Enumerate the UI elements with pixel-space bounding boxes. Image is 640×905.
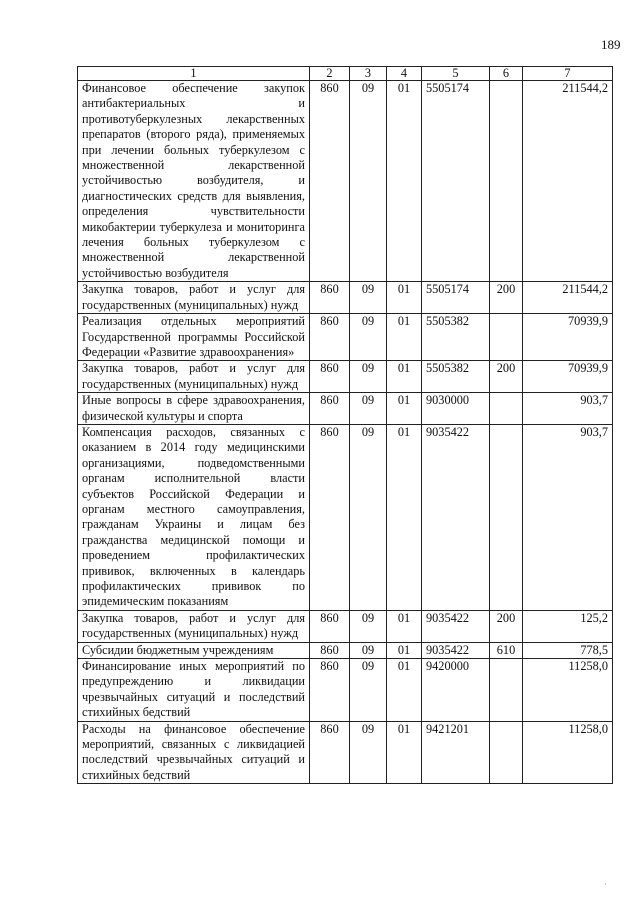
row-subsection: 01 (387, 424, 422, 610)
row-amount: 70939,9 (523, 361, 613, 393)
row-ministry: 860 (310, 81, 350, 282)
table-row (78, 393, 613, 425)
row-subsection: 01 (387, 282, 422, 314)
table-row (78, 424, 613, 610)
table-row (78, 642, 613, 658)
header-col-4: 4 (387, 67, 422, 81)
row-section: 09 (350, 361, 387, 393)
row-section: 09 (350, 642, 387, 658)
row-ministry: 860 (310, 361, 350, 393)
row-type: 200 (490, 282, 523, 314)
row-type (490, 81, 523, 282)
row-ministry: 860 (310, 642, 350, 658)
row-target: 9035422 (422, 642, 490, 658)
row-type (490, 393, 523, 425)
row-name: Реализация отдельных мероприятий Государственной программы Российской Федерации «Развитие здравоохранения» (78, 314, 310, 361)
row-type: 200 (490, 361, 523, 393)
table-row (78, 361, 613, 393)
table-row (78, 610, 613, 642)
row-target: 9420000 (422, 659, 490, 722)
row-section: 09 (350, 282, 387, 314)
row-name: Расходы на финансовое обеспечение мероприятий, связанных с ликвидацией последствий чрезвычайных ситуаций и стихийных бедствий (78, 721, 310, 784)
table-row (78, 314, 613, 361)
row-name: Финансирование иных мероприятий по предупреждению и ликвидации чрезвычайных ситуаций и последствий стихийных бедствий (78, 659, 310, 722)
row-section: 09 (350, 81, 387, 282)
row-target: 9035422 (422, 610, 490, 642)
header-col-7: 7 (523, 67, 613, 81)
row-subsection: 01 (387, 361, 422, 393)
row-type (490, 314, 523, 361)
row-target: 5505174 (422, 282, 490, 314)
row-type (490, 424, 523, 610)
row-section: 09 (350, 659, 387, 722)
row-subsection: 01 (387, 393, 422, 425)
row-name: Закупка товаров, работ и услуг для государственных (муниципальных) нужд (78, 361, 310, 393)
row-name: Компенсация расходов, связанных с оказанием в 2014 году медицинскими организациями, подведомственными органам исполнительной власти субъектов Российской Федерации и органам местного самоуправления, гражданам Украины и лицам без гражданства медицинской помощи и проведением профилактических прививок, включенных в календарь профилактических прививок по эпидемическим показаниям (78, 424, 310, 610)
row-ministry: 860 (310, 659, 350, 722)
row-amount: 125,2 (523, 610, 613, 642)
row-ministry: 860 (310, 393, 350, 425)
row-type (490, 721, 523, 784)
row-section: 09 (350, 314, 387, 361)
row-amount: 903,7 (523, 393, 613, 425)
row-subsection: 01 (387, 610, 422, 642)
row-target: 5505382 (422, 314, 490, 361)
row-section: 09 (350, 424, 387, 610)
row-name: Иные вопросы в сфере здравоохранения, физической культуры и спорта (78, 393, 310, 425)
row-subsection: 01 (387, 314, 422, 361)
row-target: 5505382 (422, 361, 490, 393)
row-ministry: 860 (310, 721, 350, 784)
row-amount: 778,5 (523, 642, 613, 658)
row-ministry: 860 (310, 424, 350, 610)
row-amount: 70939,9 (523, 314, 613, 361)
row-subsection: 01 (387, 721, 422, 784)
row-subsection: 01 (387, 659, 422, 722)
table-row (78, 721, 613, 784)
row-amount: 211544,2 (523, 81, 613, 282)
row-ministry: 860 (310, 314, 350, 361)
table-row (78, 282, 613, 314)
header-col-3: 3 (350, 67, 387, 81)
header-col-5: 5 (422, 67, 490, 81)
page-number: 189 (601, 37, 621, 52)
header-col-2: 2 (310, 67, 350, 81)
row-name: Финансовое обеспечение закупок антибактериальных и противотуберкулезных лекарственных препаратов (второго ряда), применяемых при лечении больных туберкулезом с множественной лекарственной устойчивостью возбудителя, и диагностических средств для выявления, определения чувствительности микобактерии туберкулеза и мониторинга лечения больных туберкулезом с множественной лекарственной устойчивостью возбудителя (78, 81, 310, 282)
row-target: 5505174 (422, 81, 490, 282)
row-amount: 11258,0 (523, 721, 613, 784)
budget-table (77, 66, 613, 784)
row-amount: 903,7 (523, 424, 613, 610)
row-target: 9030000 (422, 393, 490, 425)
row-ministry: 860 (310, 282, 350, 314)
row-name: Закупка товаров, работ и услуг для государственных (муниципальных) нужд (78, 610, 310, 642)
row-section: 09 (350, 721, 387, 784)
row-amount: 11258,0 (523, 659, 613, 722)
row-type: 200 (490, 610, 523, 642)
scan-dot-mark: · (604, 880, 607, 889)
row-amount: 211544,2 (523, 282, 613, 314)
row-section: 09 (350, 393, 387, 425)
table-row (78, 659, 613, 722)
row-section: 09 (350, 610, 387, 642)
row-subsection: 01 (387, 642, 422, 658)
row-target: 9035422 (422, 424, 490, 610)
header-col-1: 1 (78, 67, 310, 81)
row-target: 9421201 (422, 721, 490, 784)
row-name: Закупка товаров, работ и услуг для государственных (муниципальных) нужд (78, 282, 310, 314)
row-subsection: 01 (387, 81, 422, 282)
header-col-6: 6 (490, 67, 523, 81)
header-row (78, 67, 613, 81)
row-type (490, 659, 523, 722)
row-name: Субсидии бюджетным учреждениям (78, 642, 310, 658)
table-row (78, 81, 613, 282)
row-type: 610 (490, 642, 523, 658)
row-ministry: 860 (310, 610, 350, 642)
